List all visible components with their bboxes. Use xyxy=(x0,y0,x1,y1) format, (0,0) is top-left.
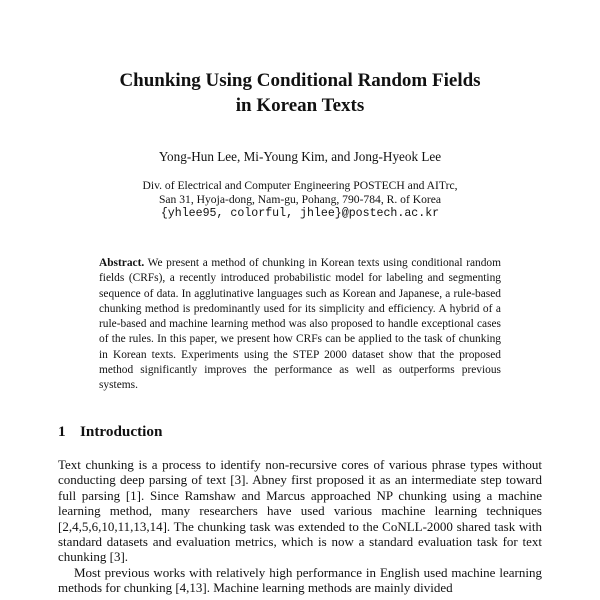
body-paragraph-2: Most previous works with relatively high performance in English used machine learning methods for chunking [4,13]. Machine learning methods are mainly divided xyxy=(58,564,542,596)
abstract-label: Abstract. xyxy=(99,257,145,269)
paper-title xyxy=(0,68,600,118)
affiliation-line-2: San 31, Hyoja-dong, Nam-gu, Pohang, 790-784, R. of Korea xyxy=(158,193,442,206)
section-number: 1 xyxy=(58,423,66,440)
body-paragraph-1: Text chunking is a process to identify non-recursive cores of various phrase types without conducting deep parsing of text [3]. Abney first proposed it as an intermediate step toward full parsing [1]. Since Ramshaw and Marcus approached NP chunking using a machine learning method, many researchers have used various machine learning techniques [2,4,5,6,10,11,13,14]. The chunking task was extended to the CoNLL-2000 shared task with standard datasets and evaluation metrics, which is now a standard evaluation task for text chunking [3]. xyxy=(58,457,542,565)
section-body xyxy=(58,457,542,596)
abstract-text: We present a method of chunking in Korean texts using conditional random fields (CRFs), a recently introduced probabilistic model for labeling and segmenting sequence of data. In agglutinative languages such as Korean and Japanese, a rule-based chunking method is predominantly used for its simplicity and efficiency. A hybrid of a rule-based and machine learning method was also proposed to handle exceptional cases of the rules. In this paper, we present how CRFs can be applied to the task of chunking in Korean texts. Experiments using the STEP 2000 dataset show that the proposed method significantly improves the performance as well as outperforms previous systems. xyxy=(99,257,501,392)
affiliation xyxy=(0,179,600,221)
section-heading xyxy=(58,422,162,442)
author-list: Yong-Hun Lee, Mi-Young Kim, and Jong-Hyeok Lee xyxy=(158,149,442,164)
abstract xyxy=(99,256,501,394)
author-emails: {yhlee95, colorful, jhlee}@postech.ac.kr xyxy=(160,207,440,220)
title-line-2: in Korean Texts xyxy=(235,95,365,116)
affiliation-line-1: Div. of Electrical and Computer Engineering POSTECH and AITrc, xyxy=(142,179,458,192)
section-title: Introduction xyxy=(80,423,163,440)
title-line-1: Chunking Using Conditional Random Fields xyxy=(119,70,481,91)
